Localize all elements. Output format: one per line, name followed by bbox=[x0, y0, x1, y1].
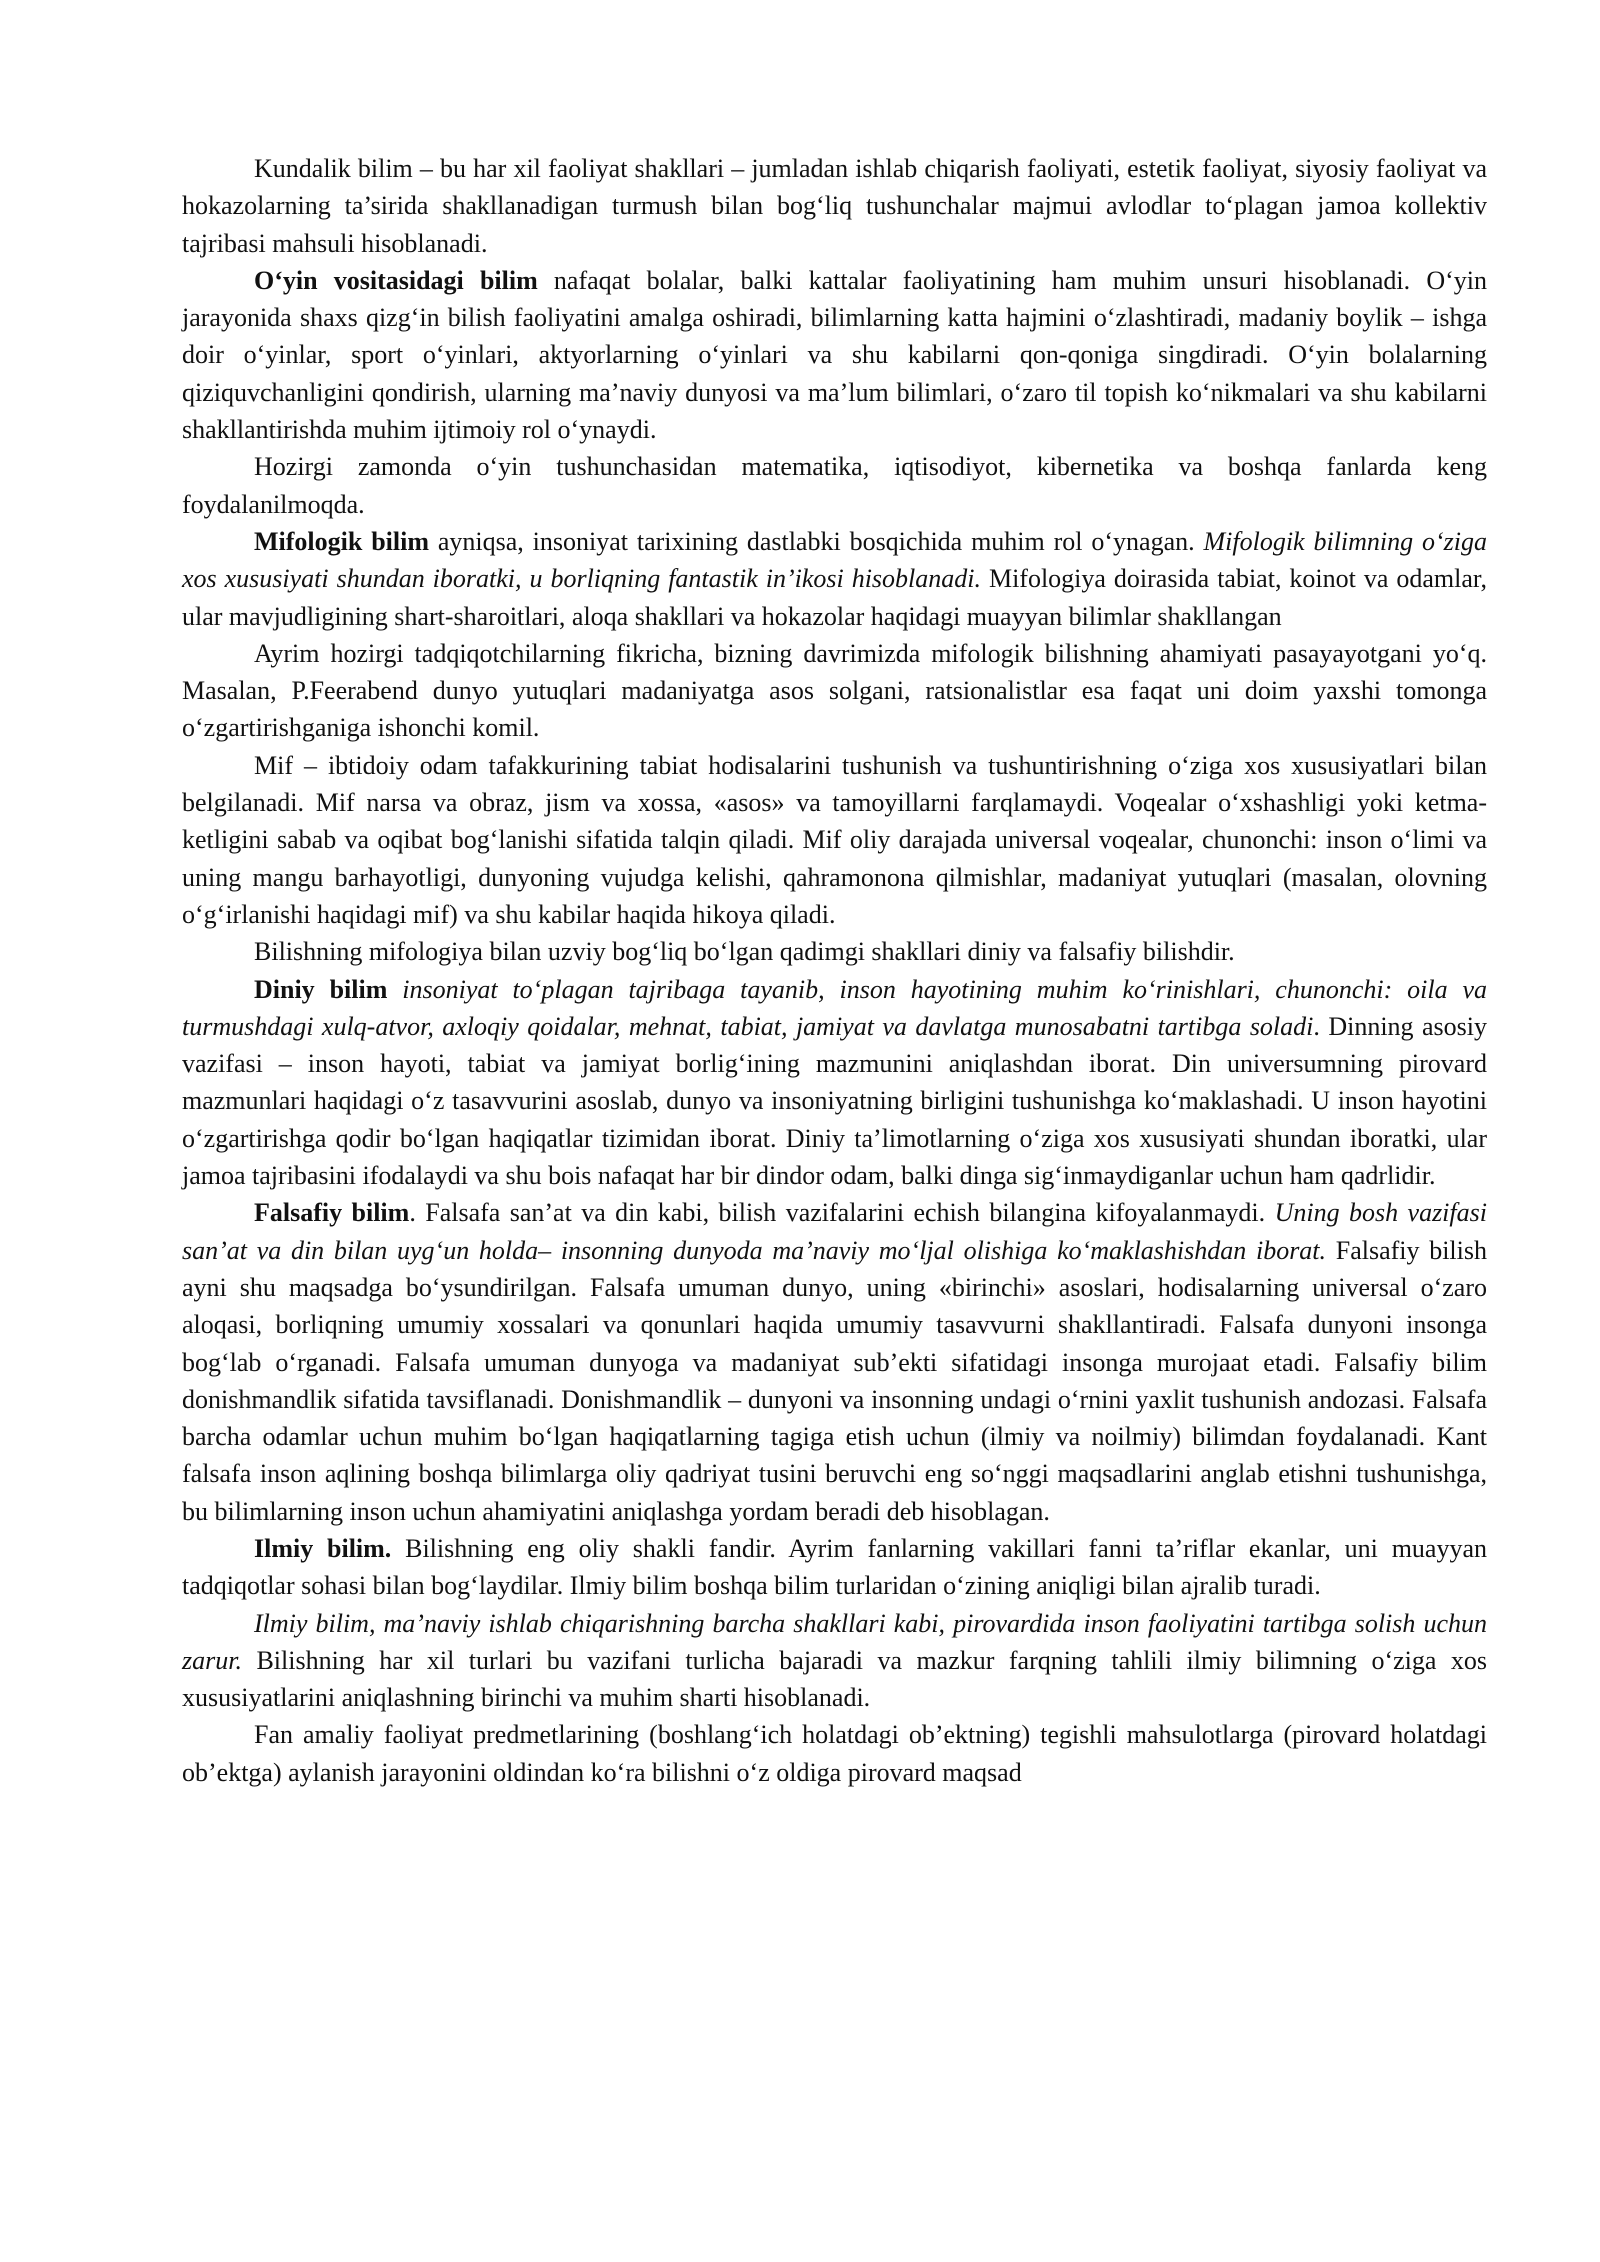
text-run: Bilishning mifologiya bilan uzviy bog‘liq bo‘lgan qadimgi shakllari diniy va falsafiy bilishdir. bbox=[254, 937, 1235, 967]
italic-definition: Mifologik bilimning o‘ziga xos xususiyati shundan iboratki, u borliqning fantastik in’ikosi hisoblanadi. bbox=[182, 526, 1488, 594]
paragraph-ilmiy-bilim bbox=[182, 1530, 1487, 1605]
paragraph-ilmiy-bilim-manaviy bbox=[182, 1605, 1487, 1717]
term-heading: Ilmiy bilim. bbox=[254, 1533, 392, 1563]
paragraph-falsafiy-bilim bbox=[182, 1194, 1487, 1530]
paragraph-ayrim-tadqiqotchilar bbox=[182, 635, 1487, 747]
paragraph-kundalik-bilim bbox=[182, 150, 1487, 262]
text-run: Falsafiy bilish ayni shu maqsadga bo‘ysundirilgan. Falsafa umuman dunyo, uning «birinchi» asoslari, hodisalarning universal o‘zaro aloqasi, borliqning umumiy xossalari va qonunlari haqida umumiy tasavvurni shakllantiradi. Falsafa dunyoni insonga bog‘lab o‘rganadi. Falsafa umuman dunyoga va madaniyat sub’ekti sifatidagi insonga murojaat etadi. Falsafiy bilim donishmandlik sifatida tavsiflanadi. Donishmandlik – dunyoni va insonning undagi o‘rnini yaxlit tushunish andozasi. Falsafa barcha odamlar uchun muhim bo‘lgan haqiqatlarning tagiga etish uchun (ilmiy va noilmiy) bilimdan foydalanadi. Kant falsafa inson aqlining boshqa bilimlarga oliy qadriyat tusini beruvchi eng so‘nggi maqsadlarini anglab etishni tushunishga, bu bilimlarning inson uchun ahamiyatini aniqlashga yordam beradi deb hisoblagan. bbox=[182, 1235, 1487, 1526]
paragraph-fan-amaliy bbox=[182, 1716, 1487, 1791]
text-run: Kundalik bilim – bu har xil faoliyat shakllari – jumladan ishlab chiqarish faoliyati, estetik faoliyat, siyosiy faoliyat va hokazolarning ta’sirida shakllanadigan turmush bilan bog‘liq tushunchalar majmui avlodlar to‘plagan jamoa kollektiv tajribasi mahsuli hisoblanadi. bbox=[182, 154, 1487, 258]
paragraph-mifologik-bilim bbox=[182, 523, 1487, 635]
text-run: Bilishning eng oliy shakli fandir. Ayrim fanlarning vakillari fanni ta’riflar ekanlar, uni muayyan tadqiqotlar sohasi bilan bog‘laydilar. Ilmiy bilim boshqa bilim turlaridan o‘zining aniqligi bilan ajralib turadi. bbox=[182, 1533, 1487, 1601]
paragraph-hozirgi-zamonda bbox=[182, 448, 1487, 523]
term-heading: Mifologik bilim bbox=[254, 526, 429, 556]
paragraph-diniy-bilim bbox=[182, 971, 1487, 1195]
text-run: Fan amaliy faoliyat predmetlarining (boshlang‘ich holatdagi ob’ektning) tegishli mahsulotlarga (pirovard holatdagi ob’ektga) aylanish jarayonini oldindan ko‘ra bilishni o‘z oldiga pirovard maqsad bbox=[182, 1720, 1487, 1787]
paragraph-oyin-bilim bbox=[182, 262, 1487, 448]
italic-definition: insoniyat to‘plagan tajribaga tayanib, inson hayotining muhim ko‘rinishlari, chunonchi: oila va turmushdagi xulq-atvor, axloqiy qoidalar, mehnat, tabiat, jamiyat va davlatga munosabatni tartibga soladi bbox=[182, 974, 1488, 1041]
paragraph-bilishning-mifologiya bbox=[182, 933, 1487, 970]
text-run: Mifologiya doirasida tabiat, koinot va odamlar, ular mavjudligining shart-sharoitlari, aloqa shakllari va hokazolar haqidagi muayyan bilimlar shakllangan bbox=[182, 564, 1487, 631]
text-run: . Dinning asosiy vazifasi – inson hayoti, tabiat va jamiyat borlig‘ining mazmunini aniqlashdan iborat. Din universumning pirovard mazmunlari haqidagi o‘z tasavvurini asoslab, dunyo va insoniyatning birligini tushunishga ko‘maklashadi. U inson hayotini o‘zgartirishga qodir bo‘lgan haqiqatlar tizimidan iborat. Diniy ta’limotlarning o‘ziga xos xususiyati shundan iboratki, ular jamoa tajribasini ifodalaydi va shu bois nafaqat har bir dindor odam, balki dinga sig‘inmaydiganlar uchun ham qadrlidir. bbox=[182, 1011, 1487, 1191]
term-heading: Falsafiy bilim bbox=[254, 1198, 410, 1228]
text-run: Mif – ibtidoiy odam tafakkurining tabiat hodisalarini tushunish va tushuntirishning o‘ziga xos xususiyatlari bilan belgilanadi. Mif narsa va obraz, jism va xossa, «asos» va tamoyillarni farqlamaydi. Voqealar o‘xshashligi yoki ketma-ketligini sabab va oqibat bog‘lanishi sifatida talqin qiladi. Mif oliy darajada universal voqealar, chunonchi: inson o‘limi va uning mangu barhayotligi, dunyoning vujudga kelishi, qahramonona qilmishlar, madaniyat yutuqlari (masalan, olovning o‘g‘irlanishi haqidagi mif) va shu kabilar haqida hikoya qiladi. bbox=[182, 750, 1487, 929]
text-run bbox=[387, 975, 402, 1004]
document-page bbox=[182, 150, 1487, 1791]
italic-definition: Uning bosh vazifasi san’at va din bilan uyg‘un holda– insonning dunyoda ma’naviy mo‘ljal olishiga ko‘maklashishdan iborat. bbox=[182, 1198, 1487, 1265]
text-run: nafaqat bolalar, balki kattalar faoliyatining ham muhim unsuri hisoblanadi. O‘yin jarayonida shaxs qizg‘in bilish faoliyatini amalga oshiradi, bilimlarning katta hajmini o‘zlashtiradi, madaniy boylik – ishga doir o‘yinlar, sport o‘yinlari, aktyorlarning o‘yinlari va shu kabilarni qon-qoniga singdiradi. O‘yin bolalarning qiziquvchanligini qondirish, ularning ma’naviy dunyosi va ma’lum bilimlari, o‘zaro til topish ko‘nikmalari va shu kabilarni shakllantirishda muhim ijtimoiy rol o‘ynaydi. bbox=[182, 265, 1487, 445]
text-run: ayniqsa, insoniyat tarixining dastlabki bosqichida muhim rol o‘ynagan. bbox=[429, 526, 1204, 556]
text-run: Bilishning har xil turlari bu vazifani turlicha bajaradi va mazkur farqning tahlili ilmiy bilimning o‘ziga xos xususiyatlarini aniqlashning birinchi va muhim sharti hisoblanadi. bbox=[182, 1645, 1487, 1713]
text-run: Hozirgi zamonda o‘yin tushunchasidan matematika, iqtisodiyot, kibernetika va boshqa fanlarda keng foydalanilmoqda. bbox=[182, 452, 1487, 519]
term-heading: Diniy bilim bbox=[254, 974, 388, 1004]
italic-definition: Ilmiy bilim, ma’naviy ishlab chiqarishning barcha shakllari kabi, pirovardida inson faoliyatini tartibga solish uchun zarur. bbox=[182, 1608, 1487, 1675]
paragraph-mif bbox=[182, 747, 1487, 933]
term-heading: O‘yin vositasidagi bilim bbox=[254, 265, 538, 295]
text-run: . Falsafa san’at va din kabi, bilish vazifalarini echish bilangina kifoyalanmaydi. bbox=[409, 1198, 1275, 1228]
text-run: Ayrim hozirgi tadqiqotchilarning fikricha, bizning davrimizda mifologik bilishning ahamiyati pasayayotgani yo‘q. Masalan, P.Feerabend dunyo yutuqlari madaniyatga asos solgani, ratsionalistlar esa faqat uni doim yaxshi tomonga o‘zgartirishganiga ishonchi komil. bbox=[182, 638, 1487, 743]
